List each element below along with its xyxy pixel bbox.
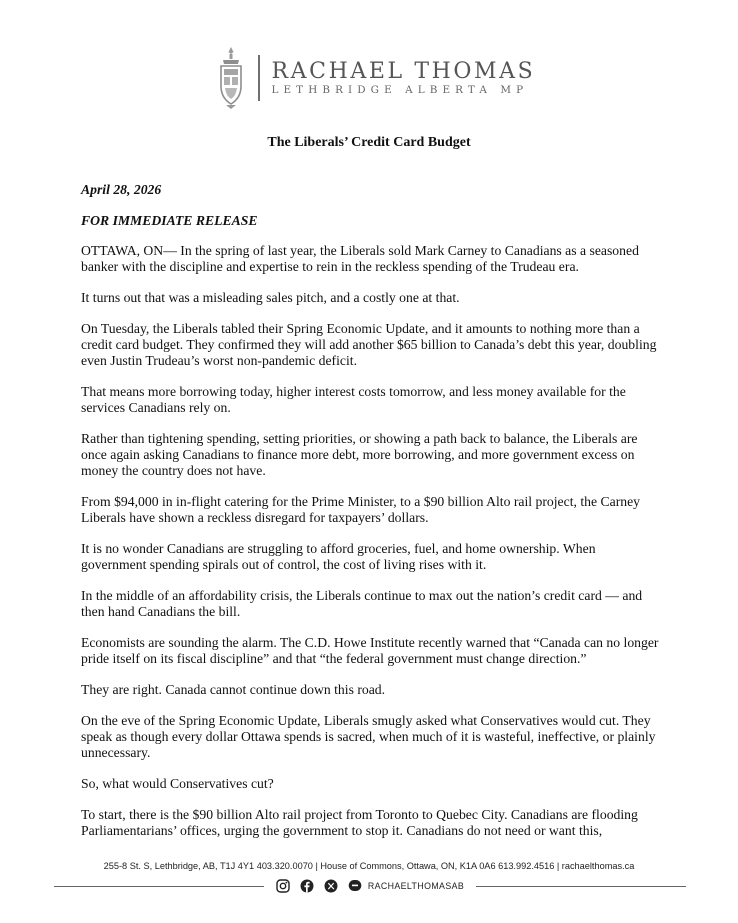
document-body	[81, 182, 661, 854]
footer-divider-right	[476, 886, 686, 887]
letterhead-divider	[258, 55, 260, 101]
footer-address: 255-8 St. S, Lethbridge, AB, T1J 4Y1 403.320.0070 | House of Commons, Ottawa, ON, K1A 0A6 613.992.4516 | rachaelthomas.ca	[103, 861, 635, 871]
instagram-icon[interactable]	[276, 879, 290, 893]
paragraph: From $94,000 in in-flight catering for the Prime Minister, to a $90 billion Alto rail project, the Carney Liberals have shown a reckless disregard for taxpayers’ dollars.	[81, 494, 641, 525]
paragraph: On Tuesday, the Liberals tabled their Spring Economic Update, and it amounts to nothing more than a credit card budget. They confirmed they will add another $65 billion to Canada’s debt this year, doubling even Justin Trudeau’s worst non-pandemic deficit.	[81, 321, 657, 368]
paragraph: That means more borrowing today, higher interest costs tomorrow, and less money available for the services Canadians rely on.	[81, 384, 626, 415]
social-icons	[276, 879, 362, 893]
paragraph: It is no wonder Canadians are struggling to afford groceries, fuel, and home ownership. When government spending spirals out of control, the cost of living rises with it.	[81, 541, 596, 572]
paragraph: On the eve of the Spring Economic Update, Liberals smugly asked what Conservatives would cut. They speak as though every dollar Ottawa spends is sacred, when much of it is wasteful, ineffective, or plainly unnecessary.	[81, 713, 656, 760]
paragraph: OTTAWA, ON— In the spring of last year, the Liberals sold Mark Carney to Canadians as a seasoned banker with the discipline and expertise to rein in the reckless spending of the Trudeau era.	[81, 243, 639, 274]
footer-social-bar	[54, 876, 686, 896]
threads-icon[interactable]	[348, 879, 362, 893]
release-date: April 28, 2026	[81, 182, 162, 197]
paragraph: They are right. Canada cannot continue down this road.	[81, 682, 386, 697]
paragraph: So, what would Conservatives cut?	[81, 776, 274, 791]
document-title: The Liberals’ Credit Card Budget	[267, 135, 471, 150]
paragraph: In the middle of an affordability crisis, the Liberals continue to max out the nation’s credit card — and then hand Canadians the bill.	[81, 588, 643, 619]
social-handle[interactable]: RACHAELTHOMASAB	[367, 881, 465, 891]
facebook-icon[interactable]	[300, 879, 314, 893]
mp-name: RACHAEL THOMAS	[271, 58, 536, 84]
release-label: FOR IMMEDIATE RELEASE	[81, 213, 258, 228]
paragraph: Economists are sounding the alarm. The C.D. Howe Institute recently warned that “Canada can no longer pride itself on its fiscal discipline” and that “the federal government must change direction.”	[81, 635, 659, 666]
parliament-crest-icon	[218, 46, 244, 110]
paragraph: It turns out that was a misleading sales pitch, and a costly one at that.	[81, 290, 460, 305]
paragraph: To start, there is the $90 billion Alto rail project from Toronto to Quebec City. Canadians are flooding Parliamentarians’ offices, urging the government to stop it. Canadians do not need or want this,	[81, 807, 638, 838]
mp-riding: LETHBRIDGE ALBERTA MP	[271, 83, 529, 96]
footer-divider-left	[54, 886, 264, 887]
letterhead-name-block	[272, 60, 536, 97]
paragraph: Rather than tightening spending, setting priorities, or showing a path back to balance, the Liberals are once again asking Canadians to finance more debt, more borrowing, and more government excess on money the country does not have.	[81, 431, 638, 478]
x-icon[interactable]	[324, 879, 338, 893]
letterhead	[218, 46, 535, 110]
